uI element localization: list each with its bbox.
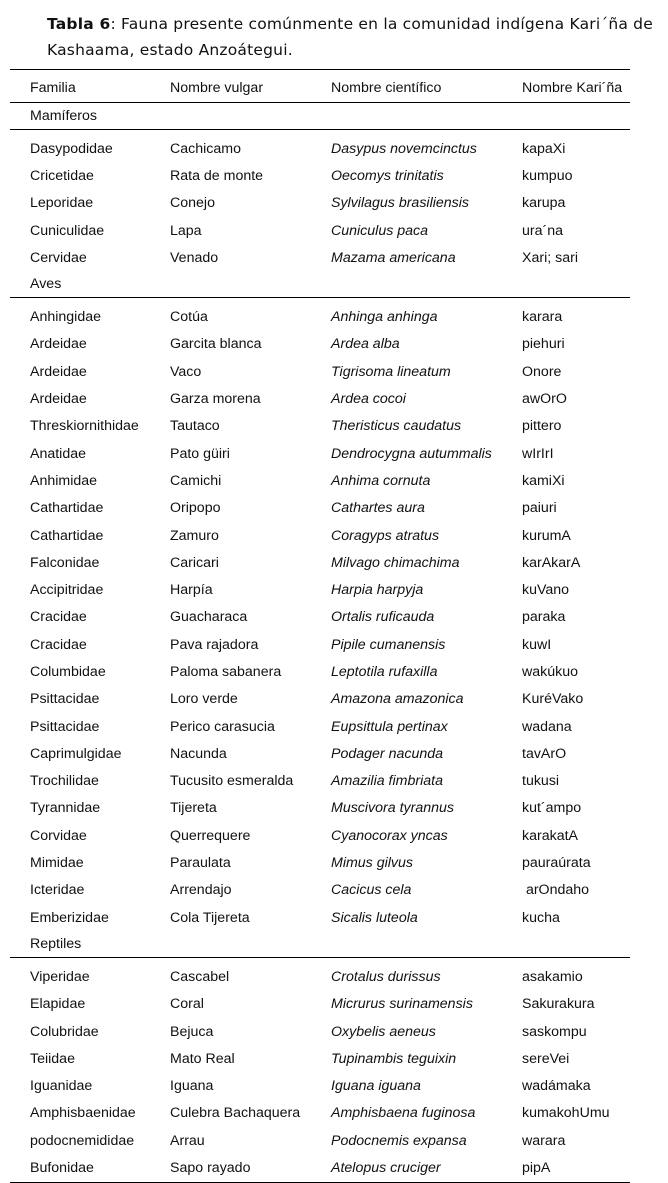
nombre-cientifico-cell: Podager nacunda [331, 745, 444, 762]
nombre-karina-cell: saskompu [522, 1023, 587, 1040]
nombre-vulgar-cell: Garza morena [170, 391, 261, 408]
nombre-vulgar-cell: Rata de monte [170, 167, 264, 184]
group-name: Aves [10, 271, 630, 298]
group-mamiferos [10, 103, 630, 272]
table-row [10, 904, 630, 931]
nombre-cientifico-cell: Oecomys trinitatis [331, 167, 444, 184]
nombre-karina-cell: pauraúrata [522, 855, 591, 872]
nombre-vulgar-cell: Garcita blanca [170, 336, 262, 353]
familia-cell: Cervidae [30, 249, 87, 266]
familia-cell: Columbidae [30, 663, 106, 680]
nombre-vulgar-cell: Pava rajadora [170, 636, 259, 653]
familia-cell: Icteridae [30, 882, 85, 899]
nombre-karina-cell: tukusi [522, 773, 560, 790]
nombre-karina-cell: arOndaho [522, 882, 590, 899]
header-familia: Familia [10, 70, 170, 103]
table-row [10, 740, 630, 767]
nombre-vulgar-cell: Pato güiri [170, 445, 230, 462]
nombre-karina-cell: wakúkuo [522, 663, 578, 680]
nombre-karina-cell: kamiXi [522, 472, 565, 489]
nombre-vulgar-cell: Querrequere [170, 827, 251, 844]
nombre-vulgar-cell: Conejo [170, 195, 215, 212]
nombre-karina-cell: ura´na [522, 222, 564, 239]
nombre-cientifico-cell: Ortalis ruficauda [331, 609, 435, 626]
nombre-cientifico-cell: Eupsittula pertinax [331, 718, 448, 735]
nombre-cientifico-cell: Dasypus novemcinctus [331, 140, 477, 157]
group-header-row [10, 103, 630, 130]
table-row [10, 576, 630, 603]
nombre-karina-cell: Sakurakura [522, 996, 595, 1013]
nombre-karina-cell: pipA [522, 1154, 630, 1182]
nombre-vulgar-cell: Camichi [170, 472, 222, 489]
table-row [10, 1073, 630, 1100]
familia-cell: Elapidae [30, 996, 86, 1013]
group-reptiles [10, 931, 630, 1182]
table-row [10, 298, 630, 331]
nombre-karina-cell: kumakohUmu [522, 1105, 610, 1122]
fauna-table [10, 69, 630, 1183]
table-row [10, 130, 630, 163]
nombre-cientifico-cell: Coragyps atratus [331, 527, 440, 544]
familia-cell: Leporidae [30, 195, 94, 212]
nombre-cientifico-cell: Mazama americana [331, 249, 456, 266]
nombre-cientifico-cell: Anhinga anhinga [331, 309, 438, 326]
nombre-vulgar-cell: Sapo rayado [170, 1154, 331, 1182]
nombre-cientifico-cell: Tupinambis teguixin [331, 1050, 457, 1067]
familia-cell: Tyrannidae [30, 800, 101, 817]
nombre-cientifico-cell: Mimus gilvus [331, 855, 413, 872]
nombre-vulgar-cell: Loro verde [170, 691, 238, 708]
familia-cell: podocnemididae [30, 1132, 135, 1149]
nombre-vulgar-cell: Lapa [170, 222, 202, 239]
nombre-karina-cell: karupa [522, 195, 566, 212]
nombre-karina-cell: kucha [522, 909, 560, 926]
nombre-vulgar-cell: Coral [170, 996, 204, 1013]
table-row [10, 549, 630, 576]
familia-cell: Teiidae [30, 1050, 75, 1067]
familia-cell: Cracidae [30, 636, 87, 653]
table-row [10, 162, 630, 189]
header-row [10, 70, 630, 103]
nombre-karina-cell: kumpuo [522, 167, 573, 184]
table-caption [47, 11, 662, 63]
familia-cell: Threskiornithidae [30, 418, 139, 435]
nombre-vulgar-cell: Cola Tijereta [170, 909, 250, 926]
nombre-vulgar-cell: Tijereta [170, 800, 217, 817]
nombre-vulgar-cell: Zamuro [170, 527, 219, 544]
familia-cell: Emberizidae [30, 909, 109, 926]
nombre-karina-cell: karAkarA [522, 554, 581, 571]
nombre-karina-cell: paraka [522, 609, 566, 626]
table-row [10, 768, 630, 795]
nombre-vulgar-cell: Cascabel [170, 968, 230, 985]
caption-label: Tabla 6 [47, 15, 111, 33]
table-row [10, 1127, 630, 1154]
nombre-vulgar-cell: Paloma sabanera [170, 663, 282, 680]
nombre-karina-cell: karakatA [522, 827, 578, 844]
header-nombre-karina: Nombre Kari´ña [522, 70, 630, 103]
table-row [10, 467, 630, 494]
nombre-karina-cell: kuVano [522, 582, 570, 599]
nombre-vulgar-cell: Culebra Bachaquera [170, 1105, 301, 1122]
familia-cell: Colubridae [30, 1023, 99, 1040]
nombre-karina-cell: awOrO [522, 391, 567, 408]
nombre-karina-cell: sereVei [522, 1050, 570, 1067]
table-row [10, 658, 630, 685]
table-row [10, 385, 630, 412]
nombre-karina-cell: piehuri [522, 336, 565, 353]
table-row [10, 1045, 630, 1072]
table-row [10, 631, 630, 658]
nombre-karina-cell: Xari; sari [522, 249, 578, 266]
table-row [10, 1154, 630, 1182]
nombre-vulgar-cell: Tautaco [170, 418, 220, 435]
nombre-cientifico-cell: Atelopus cruciger [331, 1154, 522, 1182]
nombre-vulgar-cell: Caricari [170, 554, 219, 571]
familia-cell: Dasypodidae [30, 140, 113, 157]
familia-cell: Trochilidae [30, 773, 99, 790]
table-row [10, 331, 630, 358]
nombre-cientifico-cell: Milvago chimachima [331, 554, 460, 571]
group-name: Reptiles [10, 931, 630, 958]
nombre-cientifico-cell: Muscivora tyrannus [331, 800, 455, 817]
nombre-vulgar-cell: Guacharaca [170, 609, 248, 626]
table-row [10, 604, 630, 631]
nombre-cientifico-cell: Cacicus cela [331, 882, 412, 899]
table-row [10, 849, 630, 876]
nombre-karina-cell: kuwI [522, 636, 552, 653]
nombre-cientifico-cell: Crotalus durissus [331, 968, 441, 985]
table-row [10, 495, 630, 522]
table-row [10, 991, 630, 1018]
nombre-karina-cell: KuréVako [522, 691, 584, 708]
nombre-cientifico-cell: Dendrocygna autummalis [331, 445, 492, 462]
table-row [10, 713, 630, 740]
nombre-karina-cell: kurumA [522, 527, 571, 544]
nombre-cientifico-cell: Oxybelis aeneus [331, 1023, 436, 1040]
nombre-cientifico-cell: Ardea alba [331, 336, 400, 353]
nombre-cientifico-cell: Cyanocorax yncas [331, 827, 448, 844]
familia-cell: Iguanidae [30, 1078, 93, 1095]
nombre-cientifico-cell: Cathartes aura [331, 500, 425, 517]
nombre-karina-cell: Onore [522, 363, 562, 380]
nombre-karina-cell: pittero [522, 418, 562, 435]
familia-cell: Psittacidae [30, 718, 100, 735]
familia-cell: Caprimulgidae [30, 745, 122, 762]
table-row [10, 822, 630, 849]
nombre-karina-cell: kapaXi [522, 140, 566, 157]
familia-cell: Falconidae [30, 554, 100, 571]
familia-cell: Anatidae [30, 445, 87, 462]
nombre-cientifico-cell: Sicalis luteola [331, 909, 418, 926]
nombre-cientifico-cell: Amazilia fimbriata [331, 773, 443, 790]
familia-cell: Viperidae [30, 968, 90, 985]
table-row [10, 244, 630, 271]
nombre-karina-cell: wadana [522, 718, 572, 735]
familia-cell: Accipitridae [30, 582, 104, 599]
nombre-karina-cell: karara [522, 309, 563, 326]
nombre-cientifico-cell: Podocnemis expansa [331, 1132, 467, 1149]
familia-cell: Ardeidae [30, 363, 87, 380]
familia-cell: Cathartidae [30, 500, 104, 517]
nombre-vulgar-cell: Cotúa [170, 309, 208, 326]
table-row [10, 190, 630, 217]
nombre-vulgar-cell: Oripopo [170, 500, 221, 517]
header-nombre-cientifico: Nombre científico [331, 70, 522, 103]
table-row [10, 1100, 630, 1127]
nombre-vulgar-cell: Harpía [170, 582, 213, 599]
table-row [10, 358, 630, 385]
familia-cell: Cuniculidae [30, 222, 105, 239]
nombre-cientifico-cell: Ardea cocoi [331, 391, 406, 408]
nombre-cientifico-cell: Amphisbaena fuginosa [331, 1105, 476, 1122]
familia-cell: Anhingidae [30, 309, 101, 326]
nombre-cientifico-cell: Pipile cumanensis [331, 636, 446, 653]
nombre-karina-cell: kut´ampo [522, 800, 582, 817]
familia-cell: Anhimidae [30, 472, 98, 489]
nombre-cientifico-cell: Amazona amazonica [331, 691, 464, 708]
caption-text: : Fauna presente comúnmente en la comunidad indígena Kari´ña de Kashaama, estado Anzoátegui. [47, 15, 653, 59]
nombre-vulgar-cell: Nacunda [170, 745, 227, 762]
nombre-vulgar-cell: Bejuca [170, 1023, 214, 1040]
nombre-cientifico-cell: Leptotila rufaxilla [331, 663, 438, 680]
group-aves [10, 271, 630, 931]
nombre-vulgar-cell: Arrendajo [170, 882, 232, 899]
nombre-karina-cell: wIrIrI [522, 445, 554, 462]
familia-cell: Amphisbaenidae [30, 1105, 136, 1122]
familia-cell: Ardeidae [30, 336, 87, 353]
nombre-karina-cell: asakamio [522, 968, 583, 985]
table-row [10, 217, 630, 244]
nombre-vulgar-cell: Vaco [170, 363, 202, 380]
table-row [10, 413, 630, 440]
table-row [10, 958, 630, 991]
familia-cell: Cricetidae [30, 167, 94, 184]
nombre-karina-cell: paiuri [522, 500, 557, 517]
group-header-row [10, 271, 630, 298]
nombre-vulgar-cell: Venado [170, 249, 219, 266]
nombre-vulgar-cell: Iguana [170, 1078, 214, 1095]
table-row [10, 440, 630, 467]
nombre-vulgar-cell: Paraulata [170, 855, 231, 872]
nombre-vulgar-cell: Perico carasucia [170, 718, 275, 735]
nombre-cientifico-cell: Theristicus caudatus [331, 418, 462, 435]
nombre-cientifico-cell: Anhima cornuta [331, 472, 431, 489]
familia-cell: Cathartidae [30, 527, 104, 544]
table-row [10, 877, 630, 904]
nombre-vulgar-cell: Cachicamo [170, 140, 241, 157]
familia-cell: Ardeidae [30, 391, 87, 408]
nombre-karina-cell: tavArO [522, 745, 567, 762]
nombre-cientifico-cell: Iguana iguana [331, 1078, 421, 1095]
nombre-cientifico-cell: Micrurus surinamensis [331, 996, 473, 1013]
nombre-vulgar-cell: Mato Real [170, 1050, 235, 1067]
familia-cell: Corvidae [30, 827, 87, 844]
familia-cell: Mimidae [30, 855, 84, 872]
header-nombre-vulgar: Nombre vulgar [170, 70, 331, 103]
table-row [10, 522, 630, 549]
nombre-cientifico-cell: Tigrisoma lineatum [331, 363, 451, 380]
table-row [10, 686, 630, 713]
nombre-cientifico-cell: Cuniculus paca [331, 222, 429, 239]
group-name: Mamíferos [10, 103, 630, 130]
familia-cell: Bufonidae [10, 1154, 170, 1182]
nombre-cientifico-cell: Harpia harpyja [331, 582, 424, 599]
group-header-row [10, 931, 630, 958]
table-row [10, 1018, 630, 1045]
nombre-cientifico-cell: Sylvilagus brasiliensis [331, 195, 469, 212]
familia-cell: Psittacidae [30, 691, 100, 708]
nombre-karina-cell: warara [522, 1132, 566, 1149]
nombre-karina-cell: wadámaka [522, 1078, 591, 1095]
nombre-vulgar-cell: Arrau [170, 1132, 205, 1149]
familia-cell: Cracidae [30, 609, 87, 626]
table-row [10, 795, 630, 822]
nombre-vulgar-cell: Tucusito esmeralda [170, 773, 294, 790]
